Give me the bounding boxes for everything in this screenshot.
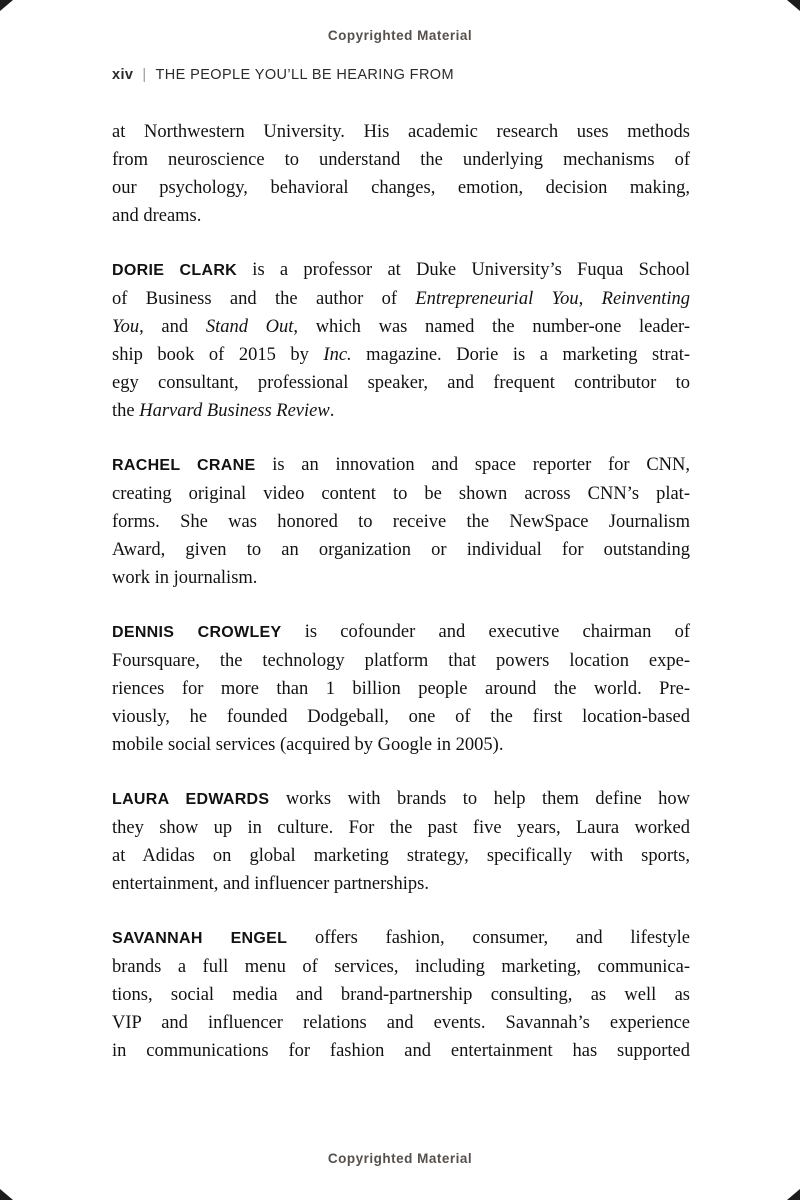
- book-title-italic: Inc.: [323, 345, 352, 365]
- text-segment: .: [329, 401, 335, 421]
- book-title-italic: Harvard Business Review: [139, 401, 330, 421]
- text-segment: and dreams.: [112, 206, 202, 226]
- paragraph: [112, 924, 690, 1065]
- text-line: [112, 842, 690, 870]
- book-title-italic: Entrepreneurial You: [415, 289, 579, 309]
- speaker-name: LAURA EDWARDS: [112, 791, 270, 808]
- paragraph: [112, 451, 690, 592]
- text-line: [112, 731, 690, 759]
- text-segment: offers fashion, consumer, and lifestyle: [287, 928, 690, 948]
- page-number: xiv: [112, 67, 134, 83]
- text-segment: the: [112, 401, 140, 421]
- text-line: [112, 118, 690, 146]
- text-segment: brands a full menu of services, including marketing, communica-: [112, 957, 690, 977]
- text-line: [112, 256, 690, 285]
- text-line: [112, 1009, 690, 1037]
- text-segment: forms. She was honored to receive the NewSpace Journalism: [112, 512, 690, 532]
- copyright-notice-bottom: Copyrighted Material: [327, 1151, 473, 1166]
- text-segment: is a professor at Duke University’s Fuqua School: [237, 260, 690, 280]
- text-segment: creating original video content to be shown across CNN’s plat-: [112, 484, 690, 504]
- text-line: [112, 618, 690, 647]
- text-segment: magazine. Dorie is a marketing strat-: [351, 345, 691, 365]
- text-line: [112, 703, 690, 731]
- paragraph: [112, 118, 690, 230]
- text-line: [112, 981, 690, 1009]
- text-segment: , which was named the number-one leader-: [293, 317, 691, 337]
- book-title-italic: Reinventing: [601, 289, 691, 309]
- text-segment: tions, social media and brand-partnership consulting, as well as: [112, 985, 690, 1005]
- text-line: [112, 480, 690, 508]
- text-line: [112, 285, 690, 313]
- text-line: [112, 174, 690, 202]
- text-segment: ,: [578, 289, 602, 309]
- text-segment: is cofounder and executive chairman of: [281, 622, 691, 642]
- text-line: [112, 451, 690, 480]
- text-segment: our psychology, behavioral changes, emotion, decision making,: [112, 178, 690, 198]
- running-header-title: THE PEOPLE YOU’LL BE HEARING FROM: [155, 67, 454, 83]
- text-line: [112, 397, 690, 425]
- book-title-italic: You: [112, 317, 140, 337]
- text-segment: viously, he founded Dodgeball, one of the first location-based: [112, 707, 690, 727]
- text-line: [112, 313, 690, 341]
- text-segment: mobile social services (acquired by Google in 2005).: [112, 735, 504, 755]
- text-segment: VIP and influencer relations and events. Savannah’s experience: [112, 1013, 690, 1033]
- text-line: [112, 508, 690, 536]
- paragraph: [112, 618, 690, 759]
- text-segment: at Northwestern University. His academic research uses methods: [112, 122, 690, 142]
- text-segment: they show up in culture. For the past five years, Laura worked: [112, 818, 690, 838]
- text-segment: work in journalism.: [112, 568, 258, 588]
- text-segment: riences for more than 1 billion people around the world. Pre-: [112, 679, 690, 699]
- text-segment: , and: [139, 317, 206, 337]
- text-line: [112, 870, 690, 898]
- copyright-notice-top: Copyrighted Material: [327, 28, 473, 43]
- text-line: [112, 369, 690, 397]
- text-segment: ship book of 2015 by: [112, 345, 324, 365]
- text-line: [112, 1037, 690, 1065]
- text-segment: in communications for fashion and entertainment has supported: [112, 1041, 690, 1061]
- text-segment: entertainment, and influencer partnerships.: [112, 874, 429, 894]
- text-line: [112, 536, 690, 564]
- speaker-name: DORIE CLARK: [112, 262, 238, 279]
- header-divider: |: [142, 67, 147, 83]
- text-line: [112, 924, 690, 953]
- text-segment: egy consultant, professional speaker, and frequent contributor to: [112, 373, 690, 393]
- text-line: [112, 341, 690, 369]
- text-segment: Foursquare, the technology platform that powers location expe-: [112, 651, 690, 671]
- book-title-italic: Stand Out: [205, 317, 294, 337]
- text-segment: Award, given to an organization or individual for outstanding: [112, 540, 690, 560]
- text-line: [112, 814, 690, 842]
- text-line: [112, 785, 690, 814]
- text-line: [112, 202, 690, 230]
- text-line: [112, 953, 690, 981]
- speaker-name: SAVANNAH ENGEL: [112, 930, 288, 947]
- text-segment: works with brands to help them define how: [269, 789, 690, 809]
- text-segment: from neuroscience to understand the underlying mechanisms of: [112, 150, 690, 170]
- page-scan-corner-artifact: [787, 1189, 800, 1200]
- running-header: [112, 67, 454, 83]
- speaker-name: RACHEL CRANE: [112, 457, 256, 474]
- text-segment: is an innovation and space reporter for CNN,: [255, 455, 691, 475]
- paragraph: [112, 785, 690, 898]
- text-segment: of Business and the author of: [112, 289, 416, 309]
- page-scan-corner-artifact: [787, 0, 800, 11]
- text-segment: at Adidas on global marketing strategy, specifically with sports,: [112, 846, 690, 866]
- text-line: [112, 675, 690, 703]
- page-scan-corner-artifact: [0, 0, 13, 11]
- text-line: [112, 146, 690, 174]
- text-line: [112, 647, 690, 675]
- page-scan-corner-artifact: [0, 1189, 13, 1200]
- text-line: [112, 564, 690, 592]
- speaker-name: DENNIS CROWLEY: [112, 624, 282, 641]
- paragraph: [112, 256, 690, 425]
- body-text: [112, 118, 690, 1065]
